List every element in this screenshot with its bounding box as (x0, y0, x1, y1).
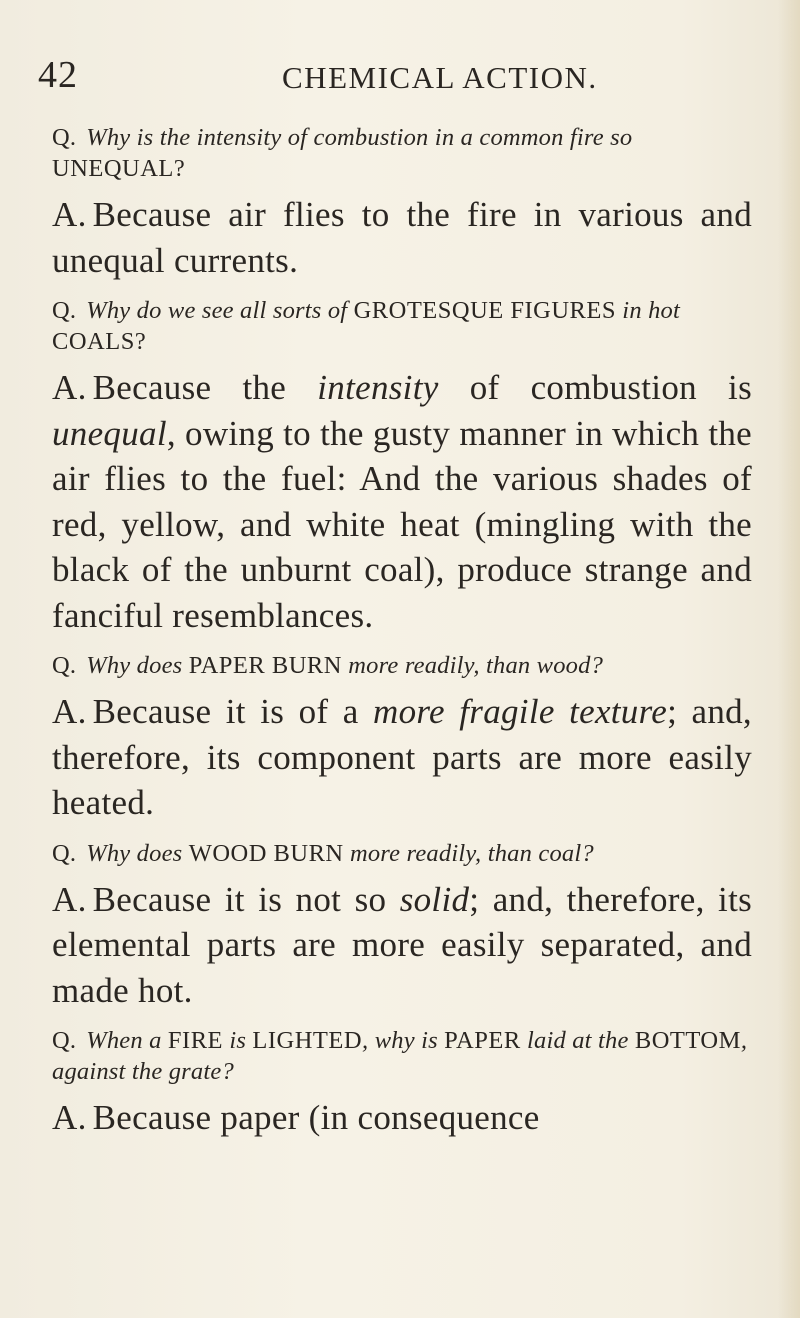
question-emphasis: PAPER BURN (188, 652, 342, 679)
question-1 (52, 122, 752, 184)
answer-emphasis: more fragile texture (373, 692, 668, 731)
question-emphasis: PAPER (444, 1027, 521, 1054)
answer-emphasis: solid (399, 879, 470, 919)
answer-text: Because it is of a (92, 692, 373, 731)
answer-label: A. (52, 692, 87, 731)
question-text: Why do we see all sorts of (86, 297, 354, 324)
answer-label: A. (52, 368, 87, 407)
answer-4 (52, 877, 752, 1014)
question-2 (52, 295, 752, 357)
question-text: Why is the intensity of combustion in a common fire so (86, 124, 633, 151)
question-emphasis: FIRE (167, 1027, 223, 1054)
question-label: Q. (52, 652, 77, 679)
answer-1 (52, 192, 752, 283)
question-text: laid at the (520, 1027, 635, 1054)
answer-label: A. (52, 879, 87, 919)
page-header (38, 52, 738, 102)
question-text: Why does (86, 839, 189, 867)
answer-text: ; and, therefore, its elemental parts are more easily separated, and made hot. (52, 879, 753, 1010)
answer-emphasis: unequal (52, 413, 167, 453)
answer-2 (52, 365, 752, 638)
question-label: Q. (52, 297, 77, 324)
page-edge-shadow (778, 0, 800, 1318)
question-text: is (223, 1027, 253, 1054)
page-number: 42 (38, 54, 78, 96)
answer-text: Because air flies to the fire in various and unequal currents. (52, 195, 752, 280)
answer-text: Because it is not so (92, 879, 400, 919)
question-label: Q. (52, 124, 77, 151)
answer-label: A. (52, 1098, 87, 1137)
answer-text: Because paper (in consequence (92, 1098, 540, 1137)
question-punct: ? (134, 328, 146, 355)
question-emphasis: GROTESQUE FIGURES (353, 297, 616, 324)
answer-emphasis: intensity (317, 368, 439, 407)
question-text: , against the grate? (52, 1027, 748, 1085)
question-4 (52, 838, 752, 869)
question-text: in (615, 297, 649, 324)
question-emphasis: BOTTOM (634, 1027, 741, 1054)
answer-text: , owing to the gusty manner in which the air flies to the fuel: And the various shades of red, yellow, and white heat (mingling with the black of the unburnt coal), produce strange and fanciful resemblances. (52, 413, 752, 635)
question-text: When a (86, 1027, 168, 1054)
question-3 (52, 650, 752, 681)
question-text: , why is (362, 1027, 445, 1054)
answer-text: of combustion is (438, 368, 752, 407)
running-head: CHEMICAL ACTION. (282, 60, 598, 95)
question-emphasis: WOOD BURN (188, 839, 344, 867)
question-label: Q. (52, 1027, 77, 1054)
question-label: Q. (52, 839, 77, 867)
question-text: hot (648, 297, 681, 324)
question-emphasis: LIGHTED (252, 1027, 363, 1054)
answer-text: Because the (92, 368, 318, 407)
answer-5 (52, 1095, 752, 1141)
question-5 (52, 1025, 752, 1087)
question-text: Why does (86, 652, 189, 679)
question-punct: ? (173, 155, 185, 182)
question-text: more readily, than coal? (343, 839, 594, 867)
answer-text: ; and, therefore, its component parts are more easily heated. (52, 692, 752, 822)
page-body (52, 122, 752, 1141)
question-emphasis: UNEQUAL (52, 155, 174, 182)
answer-label: A. (52, 195, 87, 234)
question-emphasis: COALS (52, 328, 135, 355)
question-text: more readily, than wood? (341, 652, 604, 679)
answer-3 (52, 689, 752, 826)
